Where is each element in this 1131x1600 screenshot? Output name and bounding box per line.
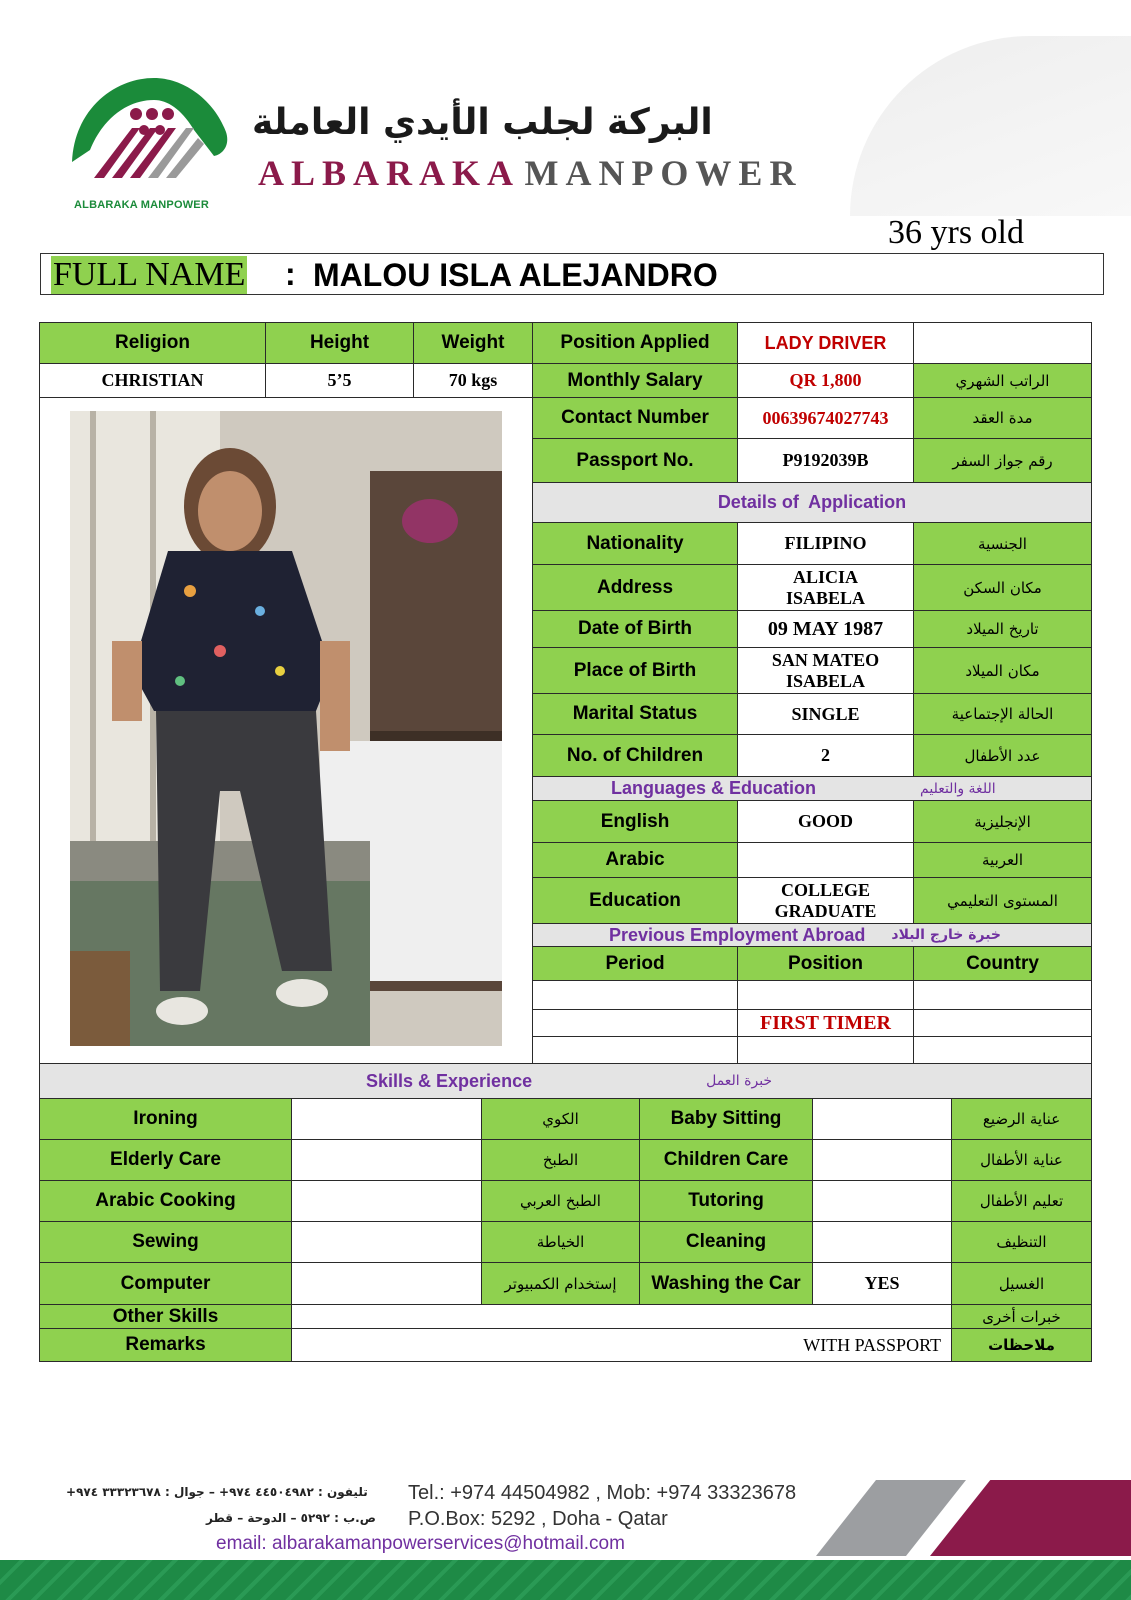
skill-right-ar-cell: الغسيل	[951, 1262, 1092, 1305]
pob-ar: مكان الميلاد	[913, 647, 1092, 694]
english-value: GOOD	[737, 800, 914, 843]
emp-row-2-country	[913, 1009, 1092, 1037]
dob-ar: تاريخ الميلاد	[913, 610, 1092, 648]
skills-section-title-ar: خبرة العمل	[706, 1073, 773, 1089]
languages-section-title: Languages & Education	[611, 778, 817, 798]
education-label: Education	[532, 877, 738, 924]
emp-row-2-period	[532, 1009, 738, 1037]
skills-section-title: Skills & Experience	[366, 1070, 533, 1091]
dob-label: Date of Birth	[532, 610, 738, 648]
arabic-ar: العربية	[913, 842, 1092, 878]
skill-right-cell: Cleaning	[639, 1221, 813, 1263]
other-skills-ar: خبرات أخرى	[951, 1304, 1092, 1329]
languages-section-title-ar: اللغة والتعليم	[920, 780, 996, 797]
passport-value: P9192039B	[737, 438, 914, 483]
company-logo	[64, 70, 234, 210]
nationality-label: Nationality	[532, 522, 738, 565]
address-label: Address	[532, 564, 738, 611]
skill-right-ar-cell: تعليم الأطفال	[951, 1180, 1092, 1222]
emp-row-1-period	[532, 980, 738, 1010]
skill-right-cell: Tutoring	[639, 1180, 813, 1222]
first-timer-note: FIRST TIMER	[737, 1009, 914, 1037]
employment-section	[532, 923, 1092, 947]
skill-left-val-cell	[291, 1262, 482, 1305]
footer-pobox-arabic: ص.ب : ٥٢٩٢ – الدوحة – قطر	[206, 1511, 376, 1525]
address-value: ALICIA ISABELA	[737, 564, 914, 611]
skill-right-cell: Baby Sitting	[639, 1098, 813, 1140]
skill-right-cell: Children Care	[639, 1139, 813, 1181]
footer-green-strip	[0, 1560, 1131, 1600]
period-header: Period	[532, 946, 738, 981]
emp-row-1-country	[913, 980, 1092, 1010]
employment-section-title: Previous Employment Abroad	[609, 924, 866, 945]
english-label: English	[532, 800, 738, 843]
footer-phone-arabic: تليفون : ٤٤٥٠٤٩٨٢ ٩٧٤+ – جوال : ٣٣٣٢٣٦٧٨ ٩٧٤+	[66, 1485, 368, 1499]
children-label: No. of Children	[532, 734, 738, 777]
height-header: Height	[265, 322, 414, 364]
skill-left-ar-cell: الكوي	[481, 1098, 640, 1140]
skill-right-val-cell	[812, 1180, 952, 1222]
marital-label: Marital Status	[532, 693, 738, 735]
skill-left-ar-cell: الخياطة	[481, 1221, 640, 1263]
other-skills-value	[291, 1304, 952, 1329]
logo-mark	[64, 70, 234, 182]
languages-section	[532, 776, 1092, 801]
pob-value: SAN MATEO ISABELA	[737, 647, 914, 694]
skill-right-cell: Washing the Car	[639, 1262, 813, 1305]
skill-left-val-cell	[291, 1139, 482, 1181]
brand-word-manpower: MANPOWER	[524, 153, 803, 193]
skill-left-ar-cell: إستخدام الكمبيوتر	[481, 1262, 640, 1305]
footer-email: email: albarakamanpowerservices@hotmail.com	[216, 1533, 625, 1554]
skill-left-cell: Sewing	[39, 1221, 292, 1263]
full-name-label: FULL NAME	[53, 256, 246, 293]
skill-left-ar-cell: الطبخ العربي	[481, 1180, 640, 1222]
weight-value: 70 kgs	[413, 363, 533, 398]
remarks-ar: ملاحظات	[951, 1328, 1092, 1362]
logo-caption: ALBARAKA MANPOWER	[74, 199, 209, 211]
height-value: 5’5	[265, 363, 414, 398]
skill-right-ar-cell: التنظيف	[951, 1221, 1092, 1263]
skill-left-cell: Computer	[39, 1262, 292, 1305]
brand-word-albaraka: ALBARAKA	[258, 153, 521, 193]
applicant-photo	[70, 411, 502, 1046]
pob-label: Place of Birth	[532, 647, 738, 694]
skills-section	[39, 1063, 1092, 1099]
footer-pobox: P.O.Box: 5292 , Doha - Qatar	[408, 1508, 668, 1530]
religion-header: Religion	[39, 322, 266, 364]
footer-maroon-band	[930, 1480, 1131, 1556]
skill-right-val-cell	[812, 1139, 952, 1181]
position-value: LADY DRIVER	[737, 322, 914, 364]
children-value: 2	[737, 734, 914, 777]
arabic-value	[737, 842, 914, 878]
full-name-separator: :	[285, 256, 296, 292]
age-label: 36 yrs old	[888, 214, 1024, 251]
footer-phone: Tel.: +974 44504982 , Mob: +974 33323678	[408, 1482, 797, 1504]
skill-left-cell: Elderly Care	[39, 1139, 292, 1181]
nationality-ar: الجنسية	[913, 522, 1092, 565]
remarks-label: Remarks	[39, 1328, 292, 1362]
skill-left-val-cell	[291, 1221, 482, 1263]
contact-value: 00639674027743	[737, 397, 914, 439]
header-watermark	[850, 36, 1131, 216]
dob-value: 09 MAY 1987	[737, 610, 914, 648]
skill-right-ar-cell: عناية الرضيع	[951, 1098, 1092, 1140]
arabic-label: Arabic	[532, 842, 738, 878]
position-label: Position Applied	[532, 322, 738, 364]
address-ar: مكان السكن	[913, 564, 1092, 611]
emp-row-3-period	[532, 1036, 738, 1064]
skill-right-val-cell	[812, 1098, 952, 1140]
religion-value: CHRISTIAN	[39, 363, 266, 398]
skill-left-val-cell	[291, 1098, 482, 1140]
full-name-value: MALOU ISLA ALEJANDRO	[313, 257, 718, 293]
salary-value: QR 1,800	[737, 363, 914, 398]
skill-left-val-cell	[291, 1180, 482, 1222]
education-value: COLLEGE GRADUATE	[737, 877, 914, 924]
passport-label: Passport No.	[532, 438, 738, 483]
skill-right-val-cell: YES	[812, 1262, 952, 1305]
marital-value: SINGLE	[737, 693, 914, 735]
emp-row-3-position	[737, 1036, 914, 1064]
brand-english-name	[258, 152, 802, 194]
emp-row-1-position	[737, 980, 914, 1010]
salary-label: Monthly Salary	[532, 363, 738, 398]
nationality-value: FILIPINO	[737, 522, 914, 565]
contact-label: Contact Number	[532, 397, 738, 439]
brand-arabic-name: البركة لجلب الأيدي العاملة	[252, 102, 713, 143]
english-ar: الإنجليزية	[913, 800, 1092, 843]
skill-right-val-cell	[812, 1221, 952, 1263]
skill-left-cell: Arabic Cooking	[39, 1180, 292, 1222]
full-name-box	[40, 253, 1104, 295]
emp-position-header: Position	[737, 946, 914, 981]
marital-ar: الحالة الإجتماعية	[913, 693, 1092, 735]
country-header: Country	[913, 946, 1092, 981]
remarks-value: WITH PASSPORT	[291, 1328, 952, 1362]
other-skills-label: Other Skills	[39, 1304, 292, 1329]
skill-right-ar-cell: عناية الأطفال	[951, 1139, 1092, 1181]
salary-ar: الراتب الشهري	[913, 363, 1092, 398]
education-ar: المستوى التعليمي	[913, 877, 1092, 924]
details-section-title: Details of Application	[532, 482, 1092, 523]
skill-left-ar-cell: الطبخ	[481, 1139, 640, 1181]
children-ar: عدد الأطفال	[913, 734, 1092, 777]
skill-left-cell: Ironing	[39, 1098, 292, 1140]
passport-ar: رقم جواز السفر	[913, 438, 1092, 483]
employment-section-title-ar: خبرة خارج البلاد	[891, 927, 1001, 943]
applicant-photo-illustration	[70, 411, 502, 1046]
emp-row-3-country	[913, 1036, 1092, 1064]
weight-header: Weight	[413, 322, 533, 364]
position-ar	[913, 322, 1092, 364]
contact-ar: مدة العقد	[913, 397, 1092, 439]
